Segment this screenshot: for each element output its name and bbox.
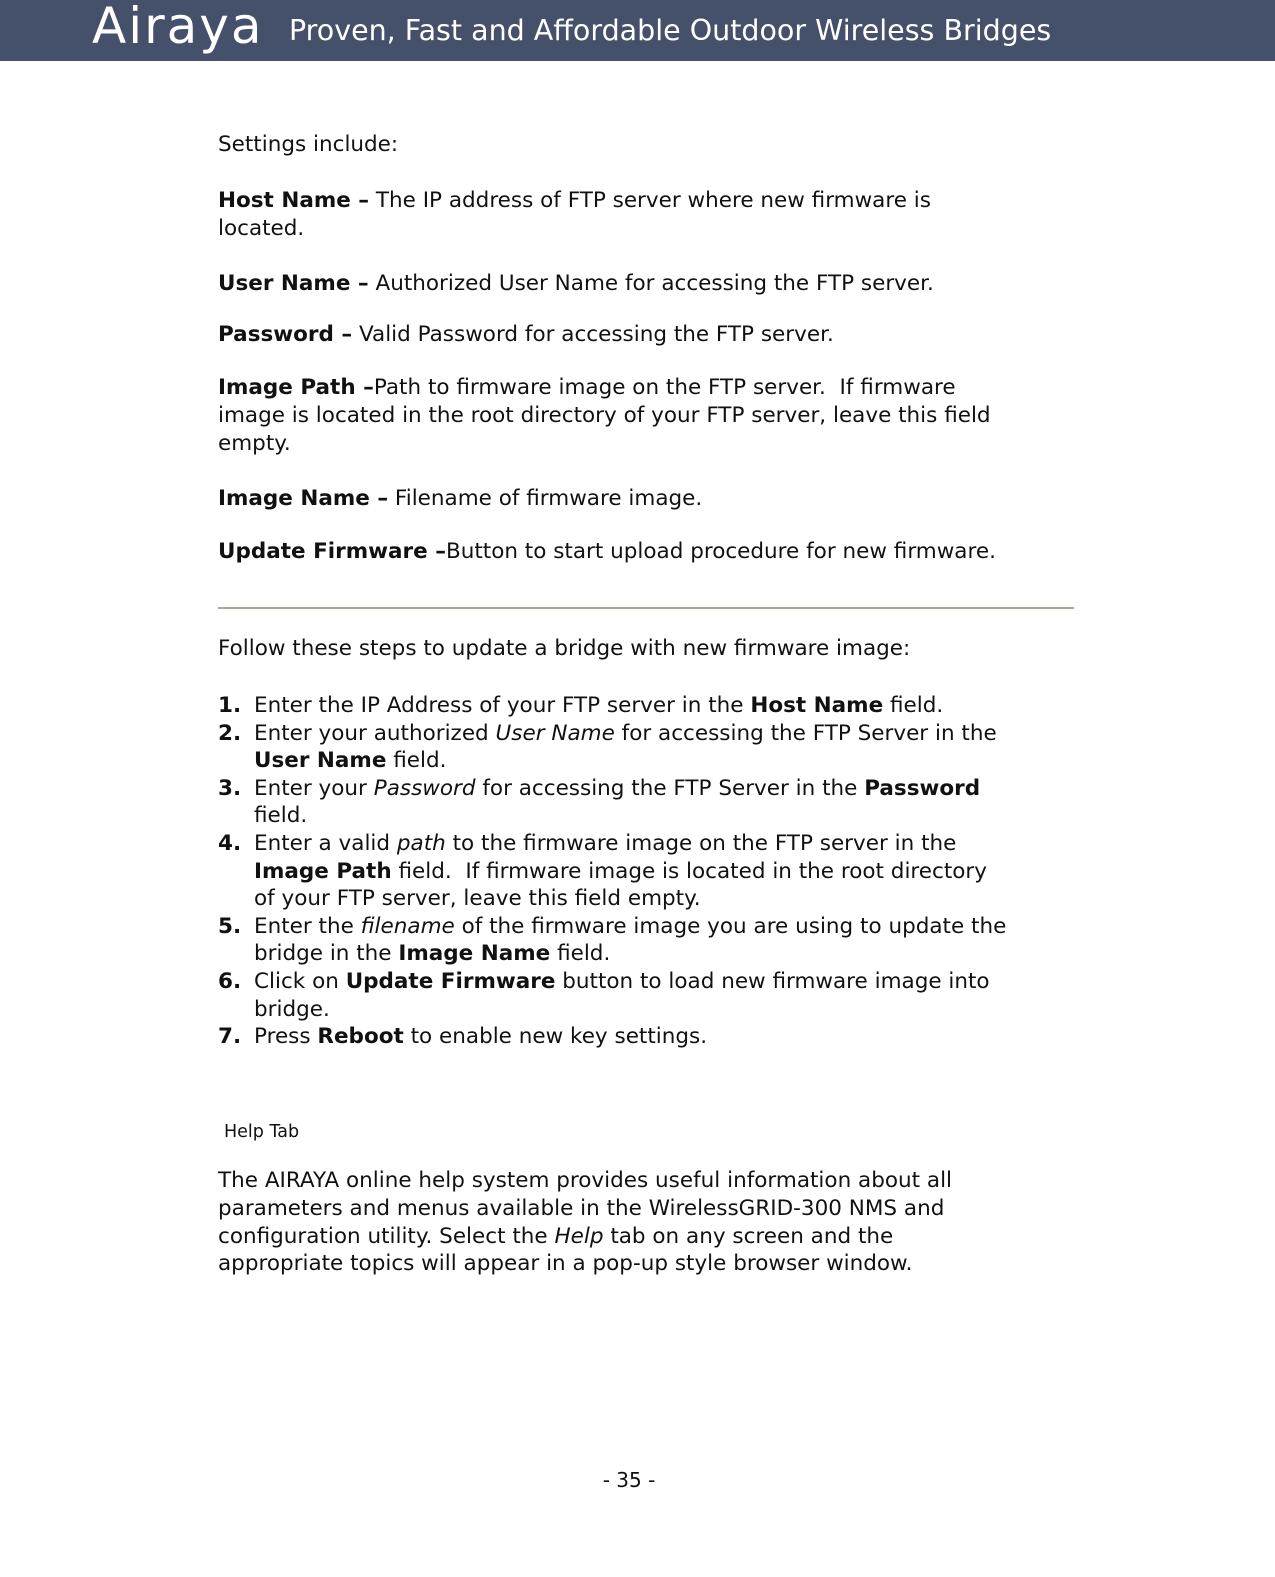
steps-intro: Follow these steps to update a bridge with new firmware image:: [218, 636, 911, 661]
setting-password: [218, 321, 1078, 349]
settings-intro: Settings include:: [218, 132, 399, 157]
list-item: [218, 692, 1078, 720]
setting-desc: The IP address of FTP server where new firmware is: [369, 188, 931, 213]
step-number: 1.: [218, 693, 242, 718]
step-number: 3.: [218, 775, 242, 801]
help-emphasis: Help: [554, 1224, 604, 1249]
step-number: 6.: [218, 968, 242, 994]
step-text: Enter your: [254, 775, 374, 801]
brand-logo-text: Airaya: [92, 0, 264, 55]
step-text: of your FTP server, leave this field empty.: [254, 886, 701, 912]
step-text: bridge.: [254, 996, 330, 1022]
step-keyword: Host Name: [750, 693, 884, 718]
list-item: [218, 830, 1078, 913]
setting-label: Host Name –: [218, 188, 370, 213]
list-item: [218, 1023, 1078, 1051]
setting-desc: Valid Password for accessing the FTP server.: [352, 322, 834, 347]
setting-label: Update Firmware –: [218, 539, 446, 564]
setting-label: Image Name –: [218, 486, 389, 511]
step-text: to the firmware image on the FTP server in the: [445, 830, 957, 856]
setting-desc: Button to start upload procedure for new firmware.: [445, 539, 996, 564]
step-text: Enter your authorized: [254, 720, 496, 746]
setting-image-name: [218, 485, 1078, 513]
help-text-line: [218, 1223, 1078, 1251]
step-number: 4.: [218, 830, 242, 856]
step-text: Enter a valid: [254, 830, 397, 856]
step-number: 7.: [218, 1024, 242, 1050]
step-keyword: User Name: [254, 748, 387, 774]
step-keyword: Update Firmware: [345, 968, 556, 994]
list-item: [218, 775, 1078, 830]
step-text: Press: [254, 1024, 318, 1050]
step-keyword: Password: [864, 775, 981, 801]
setting-label: User Name –: [218, 271, 369, 296]
step-emphasis: Password: [373, 775, 476, 801]
step-emphasis: filename: [360, 913, 455, 939]
step-text: field.: [386, 748, 447, 774]
setting-desc: Path to firmware image on the FTP server. If firmware: [373, 375, 956, 400]
setting-image-path: [218, 374, 1078, 402]
header-tagline: Proven, Fast and Affordable Outdoor Wireless Bridges: [289, 14, 1052, 47]
step-text: field.: [550, 941, 611, 967]
list-item: [218, 720, 1078, 775]
step-text: Enter the: [254, 913, 361, 939]
step-keyword: Image Path: [254, 858, 392, 884]
page-header: [0, 0, 1275, 61]
step-text: field.: [883, 693, 944, 718]
setting-desc: Authorized User Name for accessing the FTP server.: [368, 271, 934, 296]
step-number: 5.: [218, 913, 242, 939]
setting-host-name-cont: located.: [218, 216, 305, 241]
step-text: to enable new key settings.: [403, 1024, 708, 1050]
step-text: button to load new firmware image into: [555, 968, 990, 994]
step-text: bridge in the: [254, 941, 399, 967]
setting-user-name: [218, 270, 1078, 298]
firmware-update-steps: [218, 692, 1078, 1051]
step-text: Click on: [254, 968, 346, 994]
help-text-line: appropriate topics will appear in a pop-up style browser window.: [218, 1251, 913, 1276]
help-text: configuration utility. Select the: [218, 1224, 555, 1249]
help-text-line: parameters and menus available in the WirelessGRID-300 NMS and: [218, 1196, 945, 1221]
setting-label: Password –: [218, 322, 353, 347]
setting-image-path-cont: image is located in the root directory of your FTP server, leave this field: [218, 403, 991, 428]
setting-update-firmware: [218, 538, 1078, 566]
step-number: 2.: [218, 720, 242, 746]
step-text: for accessing the FTP Server in the: [475, 775, 865, 801]
step-text: of the firmware image you are using to update the: [454, 913, 1007, 939]
setting-host-name: [218, 187, 1078, 215]
step-keyword: Reboot: [317, 1024, 404, 1050]
help-text-line: The AIRAYA online help system provides useful information about all: [218, 1168, 953, 1193]
step-emphasis: path: [396, 830, 446, 856]
list-item: [218, 913, 1078, 968]
setting-image-path-cont: empty.: [218, 431, 291, 456]
step-text: for accessing the FTP Server in the: [614, 720, 997, 746]
step-text: Enter the IP Address of your FTP server in the: [254, 693, 751, 718]
list-item: [218, 968, 1078, 1023]
step-emphasis: User Name: [495, 720, 615, 746]
setting-label: Image Path –: [218, 375, 374, 400]
help-text: tab on any screen and the: [603, 1224, 894, 1249]
page-number: - 35 -: [602, 1468, 656, 1492]
step-keyword: Image Name: [398, 941, 551, 967]
section-divider: [218, 607, 1074, 609]
setting-desc: Filename of firmware image.: [388, 486, 703, 511]
step-text: field. If firmware image is located in the root directory: [391, 858, 987, 884]
help-tab-heading: Help Tab: [224, 1122, 300, 1142]
step-text: field.: [254, 803, 308, 829]
